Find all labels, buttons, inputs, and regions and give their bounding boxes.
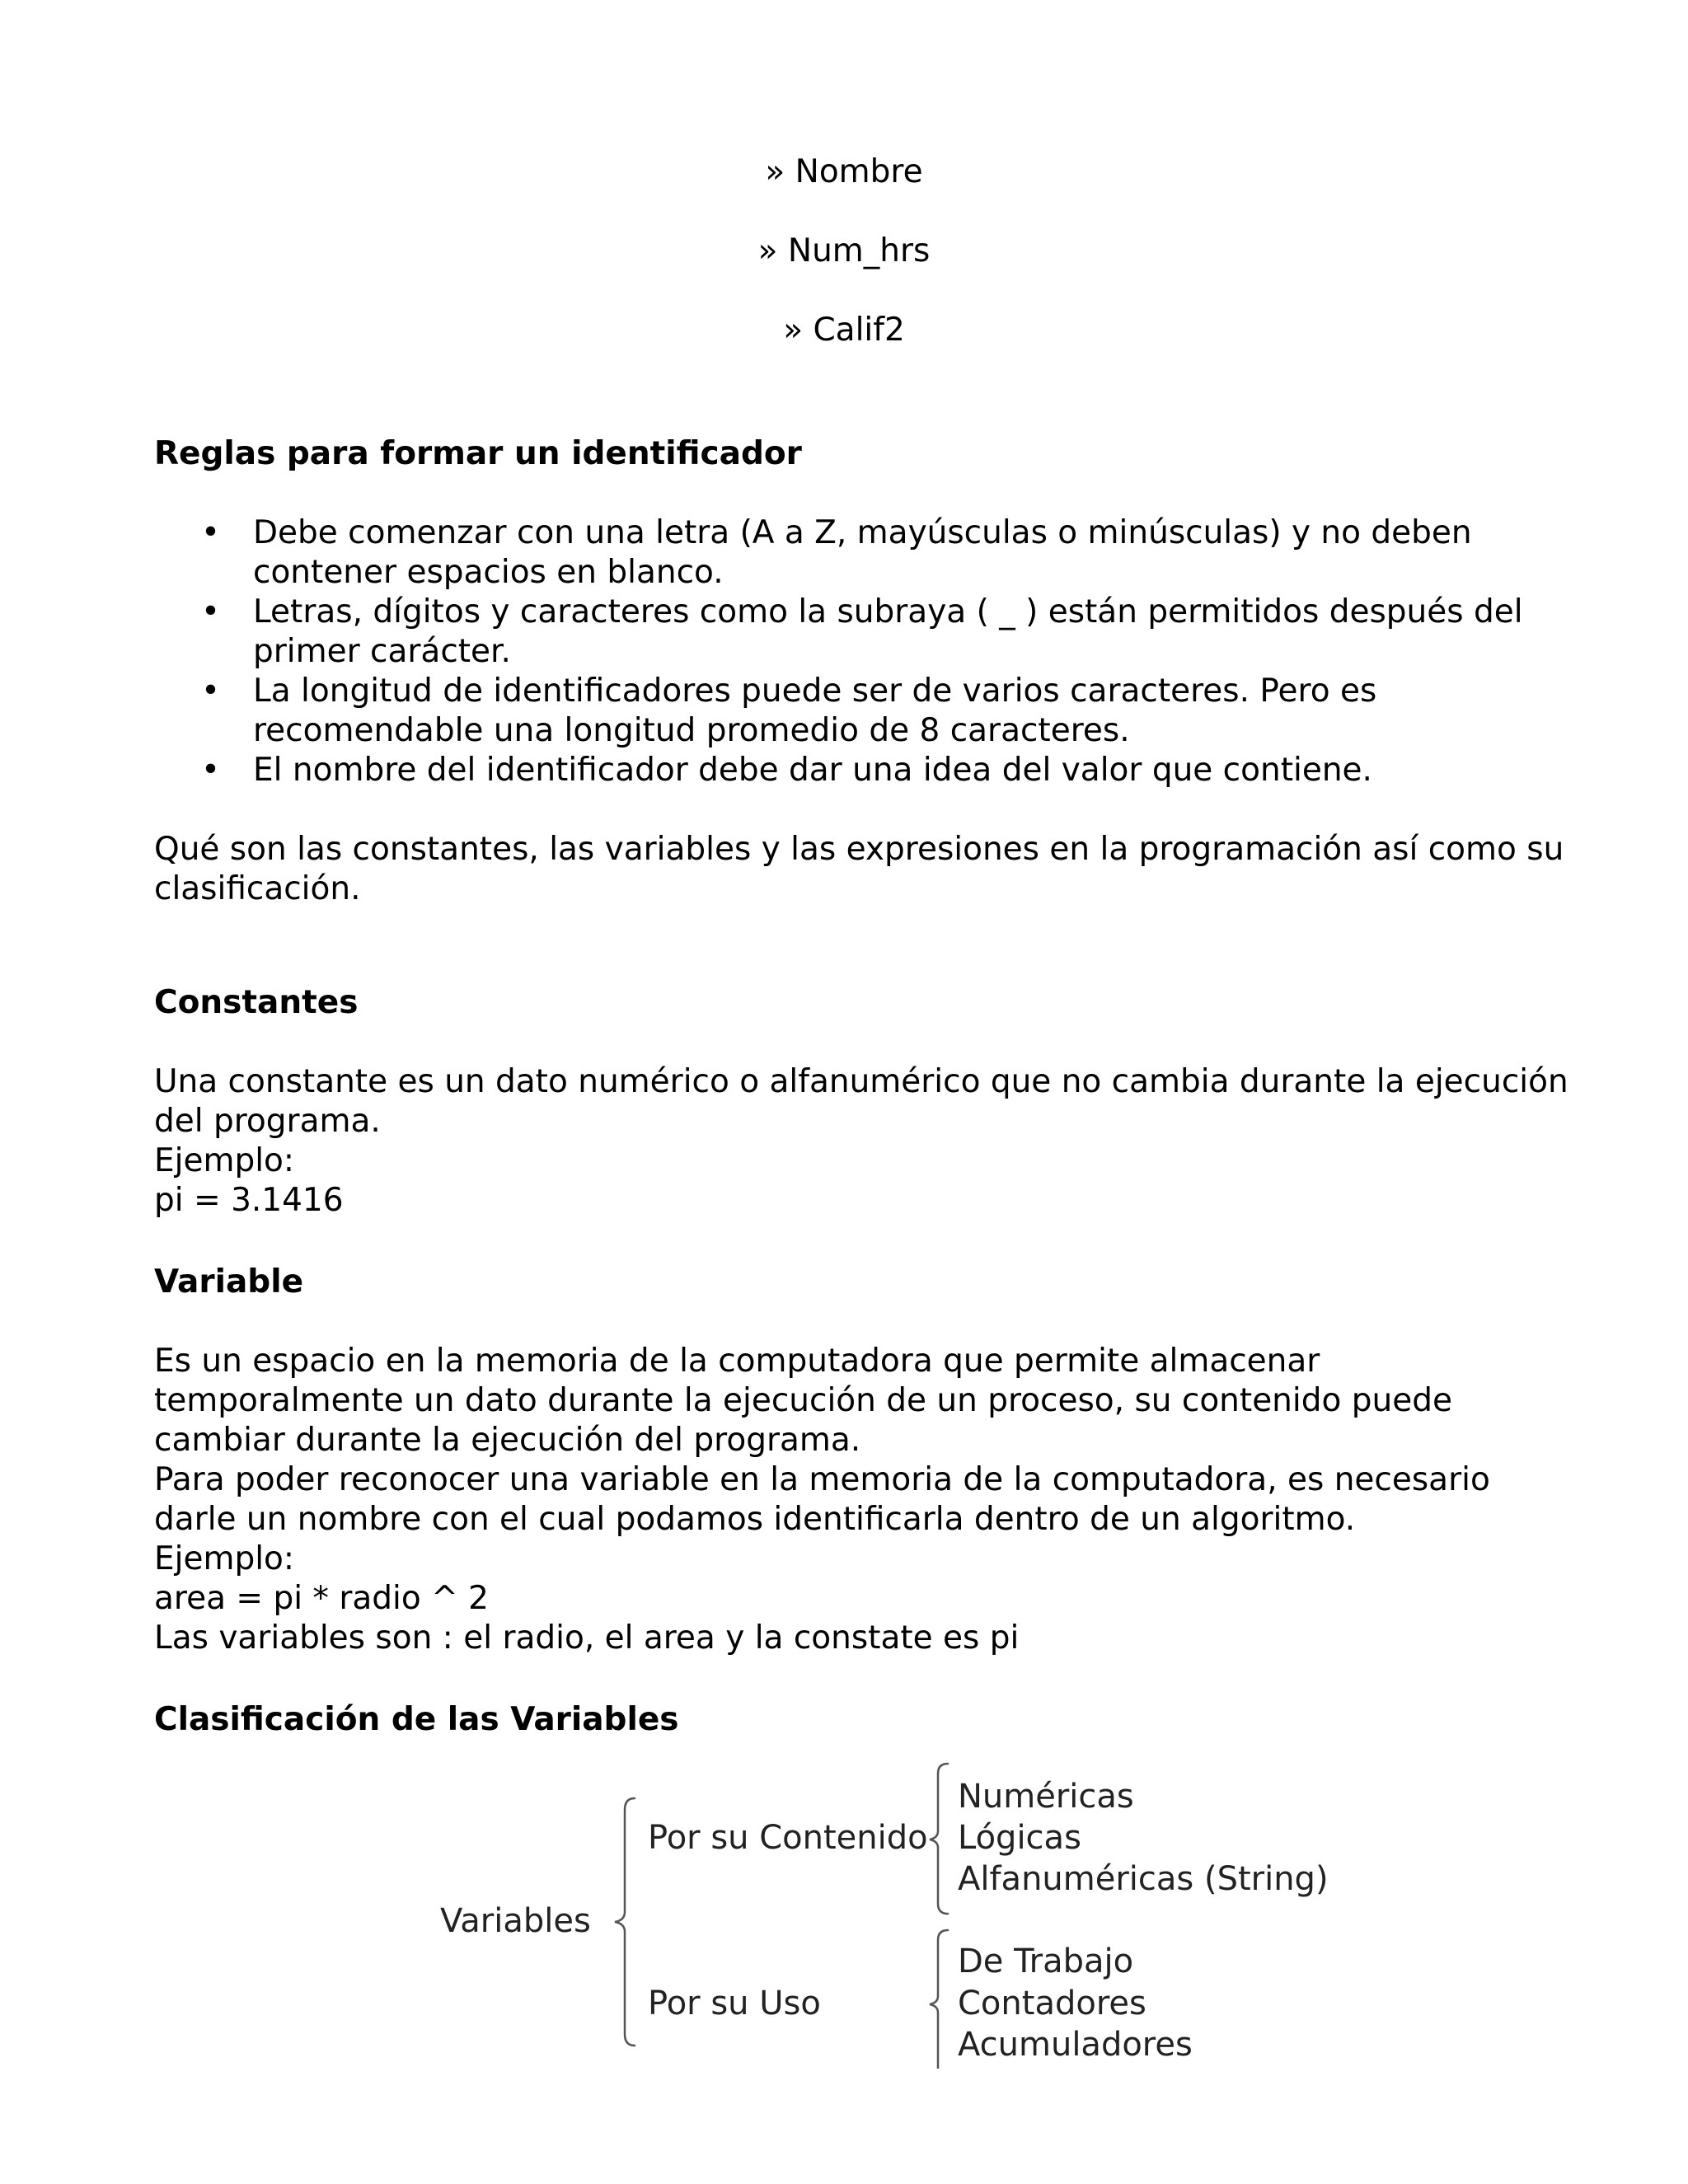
bullet-icon: •: [201, 514, 221, 551]
leaf-label: Numéricas: [958, 1778, 1134, 1816]
variable-heading: Variable: [154, 1263, 304, 1301]
identifier-examples: [0, 152, 1688, 390]
bullet-icon: •: [201, 593, 221, 630]
variable-section: [154, 1263, 1572, 1658]
rule-item: • La longitud de identificadores puede ser de varios caracteres. Pero es recomendable una longitud promedio de 8 caracteres.: [201, 673, 1377, 749]
leaf-label: De Trabajo: [958, 1943, 1134, 1980]
constantes-section: [154, 983, 1572, 1221]
contenido-brace: [930, 1764, 948, 1914]
rule-item: • El nombre del identificador debe dar una idea del valor que contiene.: [201, 752, 1372, 789]
diagram-root-label: Variables: [440, 1902, 591, 1940]
variable-example: area = pi * radio ^ 2: [154, 1580, 489, 1617]
example-item: » Num_hrs: [757, 232, 931, 269]
variables-classification-diagram: [429, 1755, 1368, 2069]
bullet-icon: •: [201, 752, 221, 789]
constantes-example-label: Ejemplo:: [154, 1142, 295, 1179]
question-text: Qué son las constantes, las variables y las expresiones en la programación así como su clasificación.: [154, 831, 1564, 907]
uso-brace: [930, 1930, 948, 2069]
constantes-definition: Una constante es un dato numérico o alfanumérico que no cambia durante la ejecución del programa.: [154, 1063, 1568, 1140]
example-item: » Calif2: [783, 312, 905, 349]
leaf-label: Lógicas: [958, 1819, 1081, 1857]
rules-list: [154, 513, 1572, 790]
rules-section: [154, 434, 1572, 790]
rule-item: • Letras, dígitos y caracteres como la subraya ( _ ) están permitidos después del primer carácter.: [201, 593, 1523, 670]
leaf-label: Acumuladores: [958, 2026, 1193, 2064]
constantes-heading: Constantes: [154, 984, 359, 1021]
variable-naming: Para poder reconocer una variable en la memoria de la computadora, es necesario darle un nombre con el cual podamos identificarla dentro de un algoritmo.: [154, 1461, 1490, 1538]
variable-explanation: Las variables son : el radio, el area y la constate es pi: [154, 1619, 1020, 1657]
rule-item: • Debe comenzar con una letra (A a Z, mayúsculas o minúsculas) y no deben contener espacios en blanco.: [201, 514, 1472, 591]
bullet-icon: •: [201, 673, 221, 710]
clasificacion-heading: Clasificación de las Variables: [154, 1701, 679, 1738]
example-item: » Nombre: [765, 153, 923, 190]
leaf-label: Contadores: [958, 1985, 1146, 2022]
variable-example-label: Ejemplo:: [154, 1540, 295, 1577]
branch-label: Por su Contenido: [648, 1819, 928, 1857]
branch-label: Por su Uso: [648, 1985, 821, 2022]
leaf-label: Alfanuméricas (String): [958, 1860, 1329, 1898]
constantes-example: pi = 3.1416: [154, 1182, 344, 1219]
variable-definition: Es un espacio en la memoria de la computadora que permite almacenar temporalmente un dato durante la ejecución de un proceso, su contenido puede cambiar durante la ejecución del programa.: [154, 1343, 1452, 1459]
root-brace: [615, 1798, 635, 2046]
rules-heading: Reglas para formar un identificador: [154, 435, 802, 472]
